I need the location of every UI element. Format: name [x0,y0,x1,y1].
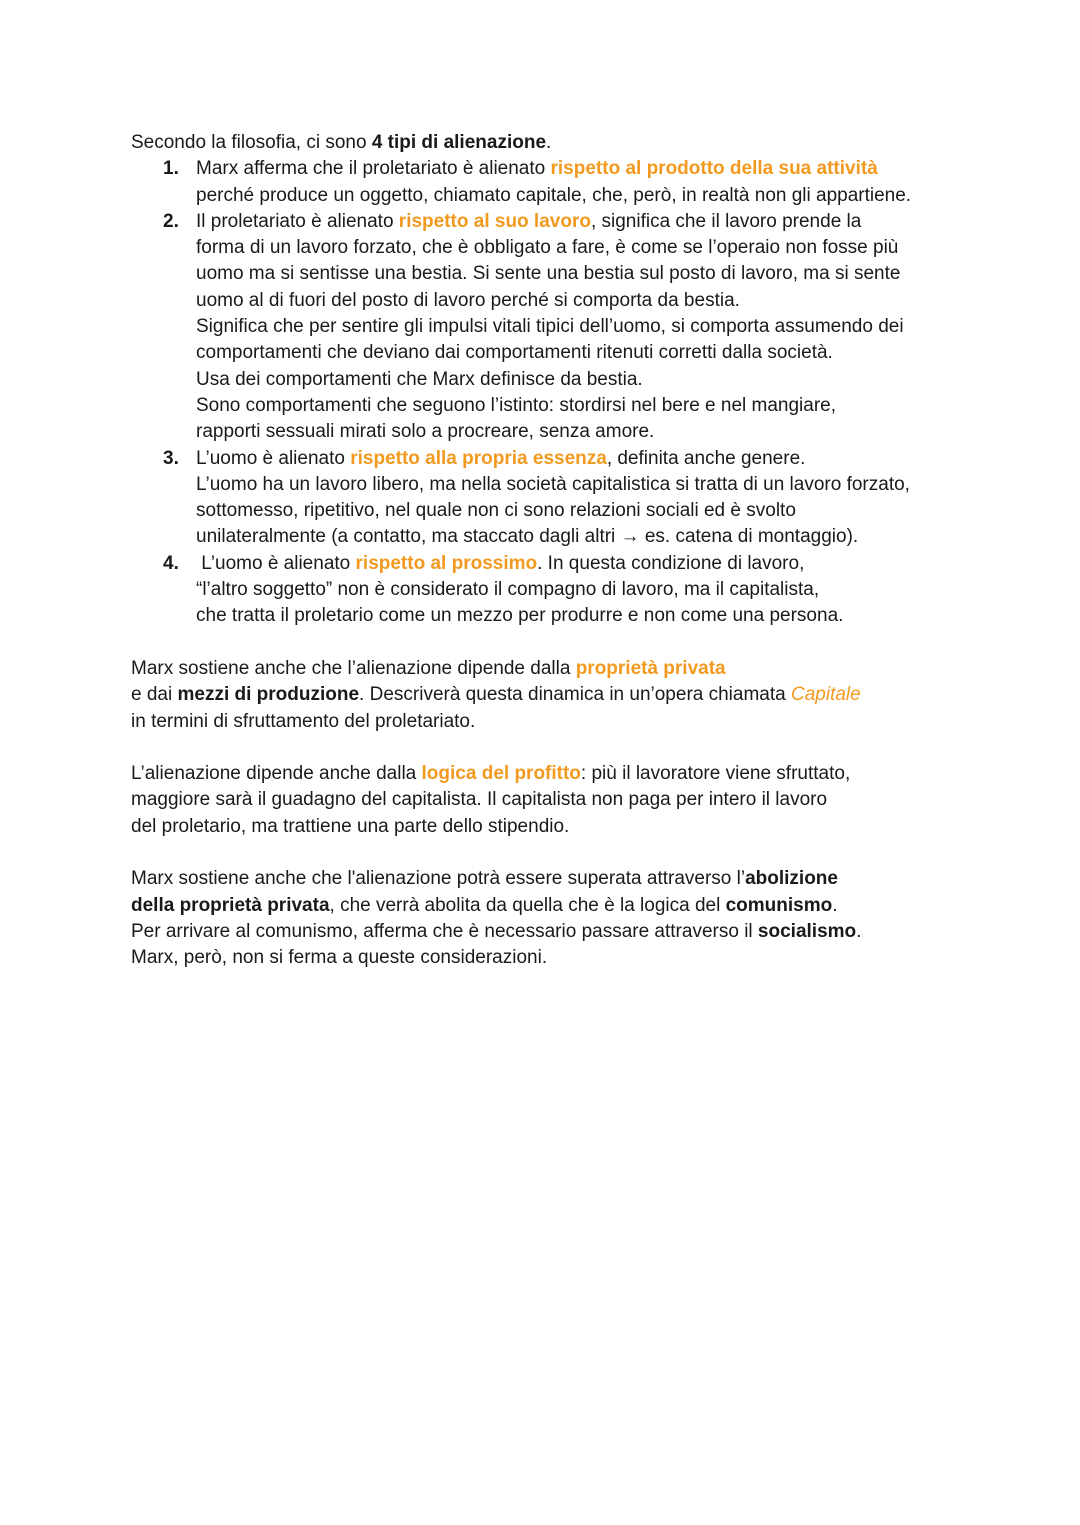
item-highlight: rispetto alla propria essenza [350,447,607,469]
paragraph-profit [131,761,991,840]
paragraph-text: : più il lavoratore viene sfruttato, [580,763,851,785]
paragraph-gap [131,840,991,866]
item-highlight: rispetto al prossimo [355,552,538,574]
paragraph-line: in termini di sfruttamento del proletariato. [131,710,476,732]
paragraph-text: . Descriverà questa dinamica in un’opera chiamata [359,684,791,706]
paragraph-bold: socialismo [757,920,857,942]
paragraph-line: Marx, però, non si ferma a queste considerazioni. [131,947,548,969]
paragraph-line [131,893,991,919]
document-body [131,130,991,972]
paragraph-property [131,656,991,735]
paragraph-text: Marx sostiene anche che l'alienazione potrà essere superata attraverso l’ [131,868,746,890]
item-line: rapporti sessuali mirati solo a procreare, senza amore. [196,421,655,443]
list-number: 4. [163,552,179,574]
paragraph-bold: della proprietà privata [131,894,330,916]
item-line [196,209,991,235]
item-line: unilateralmente (a contatto, ma staccato dagli altri → es. catena di montaggio). [196,526,859,548]
item-text: Il proletariato è alienato [196,210,399,232]
paragraph-bold: mezzi di produzione [177,684,360,706]
item-line: Significa che per sentire gli impulsi vitali tipici dell’uomo, si comporta assumendo dei [196,316,904,338]
list-item [131,156,991,209]
paragraph-text: , che verrà abolita da quella che è la logica del [329,894,726,916]
paragraph-text: Per arrivare al comunismo, afferma che è necessario passare attraverso il [131,920,758,942]
item-line: Usa dei comportamenti che Marx definisce da bestia. [196,368,643,390]
item-line: comportamenti che deviano dai comportamenti ritenuti corretti dalla società. [196,342,833,364]
item-line [196,156,991,182]
item-line: L’uomo ha un lavoro libero, ma nella società capitalistica si tratta di un lavoro forzato, [196,473,910,495]
paragraph-bold: comunismo [725,894,833,916]
paragraph-highlight: proprietà privata [575,657,726,679]
paragraph-text: Marx sostiene anche che l’alienazione dipende dalla [131,657,576,679]
paragraph-line: del proletario, ma trattiene una parte dello stipendio. [131,815,570,837]
intro-bold: 4 tipi di alienazione [371,132,547,153]
paragraph-line [131,919,991,945]
item-line: sottomesso, ripetitivo, nel quale non ci sono relazioni sociali ed è svolto [196,500,796,522]
paragraph-line [131,682,991,708]
paragraph-line [131,866,991,892]
paragraph-text: . [832,894,838,916]
item-line: che tratta il proletario come un mezzo per produrre e non come una persona. [196,605,844,627]
item-line: forma di un lavoro forzato, che è obbligato a fare, è come se l’operaio non fosse più [196,237,899,259]
intro-line [131,130,991,156]
item-line [196,551,991,577]
list-number: 1. [163,158,179,180]
intro-period: . [546,132,552,153]
item-text: L’uomo è alienato [196,552,356,574]
item-highlight: rispetto al suo lavoro [398,210,591,232]
paragraph-text: . [856,920,862,942]
item-line: uomo al di fuori del posto di lavoro perché si comporta da bestia. [196,289,740,311]
list-item [131,551,991,630]
item-line: “l’altro soggetto” non è considerato il compagno di lavoro, ma il capitalista, [196,579,820,601]
item-highlight: rispetto al prodotto della sua attività [550,158,878,180]
item-text: , significa che il lavoro prende la [590,210,862,232]
item-line: Sono comportamenti che seguono l’istinto: stordirsi nel bere e nel mangiare, [196,394,837,416]
item-line [196,446,991,472]
paragraph-gap [131,630,991,656]
list-item [131,446,991,551]
item-text: , definita anche genere. [606,447,806,469]
paragraph-highlight: logica del profitto [421,763,581,785]
paragraph-line: maggiore sarà il guadagno del capitalista. Il capitalista non paga per intero il lavoro [131,789,828,811]
item-text: Marx afferma che il proletariato è alienato [196,158,551,180]
paragraph-line [131,656,991,682]
item-line: uomo ma si sentisse una bestia. Si sente una bestia sul posto di lavoro, ma si sente [196,263,901,285]
item-text: . In questa condizione di lavoro, [537,552,805,574]
list-item [131,209,991,446]
item-line: perché produce un oggetto, chiamato capitale, che, però, in realtà non gli appartiene. [196,184,912,206]
intro-text: Secondo la filosofia, ci sono [131,132,372,153]
list-number: 2. [163,210,179,232]
paragraph-gap [131,735,991,761]
item-text: L’uomo è alienato [196,447,351,469]
paragraph-text: e dai [131,684,178,706]
paragraph-communism [131,866,991,971]
list-number: 3. [163,447,179,469]
paragraph-text: L’alienazione dipende anche dalla [131,763,422,785]
book-title: Capitale [791,684,861,706]
paragraph-bold: abolizione [745,868,838,890]
paragraph-line [131,761,991,787]
